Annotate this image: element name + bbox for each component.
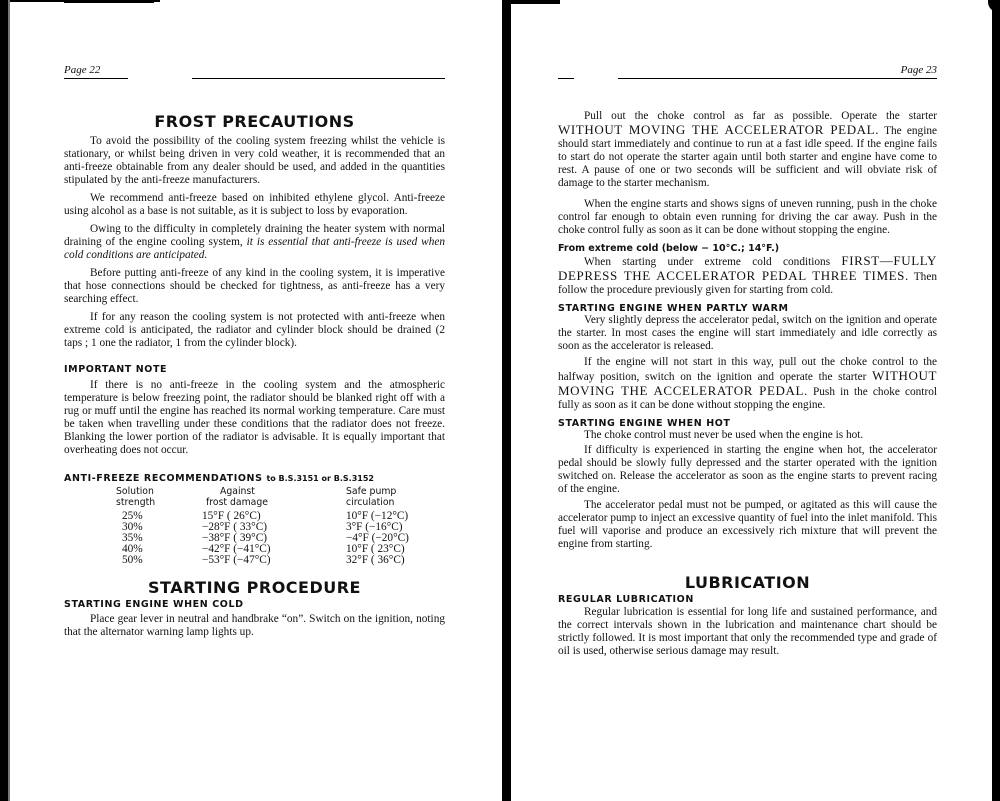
table-cell: 40% [122, 543, 143, 555]
header-rule [64, 78, 128, 79]
table-cell: −4°F (−20°C) [346, 532, 409, 544]
table-cell: 10°F ( 23°C) [346, 543, 405, 555]
page-header [64, 60, 445, 82]
paragraph: Very slightly depress the accelerator pedal, switch on the ignition and operate the starter. In most cases the engine will start immediately and idle correctly as soon as the accelerator is released. [558, 314, 937, 352]
table-cell: 30% [122, 521, 143, 533]
paragraph-text: Pull out the choke control as far as possible. Operate the starter [584, 110, 937, 122]
table-cell: 32°F ( 36°C) [346, 554, 405, 566]
book-spine [502, 0, 511, 801]
section-title: STARTING PROCEDURE [148, 578, 361, 597]
column-header: Safe pump circulation [346, 486, 397, 508]
paragraph: The accelerator pedal must not be pumped, or agitated as this will cause the accelerator pump to inject an excessive quantity of fuel into the inlet manifold. This fuel will vaporise and produce an excessively rich mixture that will prevent the engine from starting. [558, 499, 937, 550]
section-title: FROST PRECAUTIONS [154, 112, 355, 131]
paragraph-text: Owing to the difficulty in completely draining the heater system with normal draining of the engine cooling system, [64, 223, 445, 248]
paragraph: If difficulty is experienced in starting the engine when hot, the accelerator pedal should be slowly fully depressed and the starter operated with the ignition switched on. Release the accelerator as soon as the engine starts to prevent racing of the engine. [558, 444, 937, 495]
paragraph [558, 356, 937, 412]
table-cell: −28°F ( 33°C) [202, 521, 267, 533]
paragraph: Regular lubrication is essential for long life and sustained performance, and the correct intervals shown in the lubrication and maintenance chart should be strictly followed. It is most important that only the recommended type and grade of oil is used, otherwise serious damage may result. [558, 606, 937, 657]
subheading: REGULAR LUBRICATION [558, 594, 694, 605]
table-cell: 15°F ( 26°C) [202, 510, 261, 522]
table-cell: 35% [122, 532, 143, 544]
emphasis-text: it is essential that anti-freeze is used when cold conditions are anticipated. [64, 236, 445, 261]
scan-right-edge [992, 0, 1000, 801]
scan-left-edge [0, 0, 8, 801]
paragraph: Place gear lever in neutral and handbrake “on”. Switch on the ignition, noting that the alternator warning lamp lights up. [64, 613, 445, 638]
subheading: IMPORTANT NOTE [64, 364, 168, 375]
table-row [116, 508, 409, 522]
right-page [558, 60, 937, 658]
paragraph: If for any reason the cooling system is not protected with anti-freeze when extreme cold is anticipated, the radiator and cylinder block should be drained (2 taps ; 1 one the radiator, 1 from the cylinder block). [64, 311, 445, 349]
column-header: Solution strength [116, 486, 156, 508]
subheading: From extreme cold (below − 10°C.; 14°F.) [558, 243, 780, 254]
header-rule [618, 78, 937, 79]
table-cell: 50% [122, 554, 143, 566]
header-rule [558, 78, 574, 79]
anti-freeze-table [116, 486, 409, 566]
table-cell: −38°F ( 39°C) [202, 532, 267, 544]
table-heading [64, 473, 445, 484]
caps-warning: WITHOUT MOVING THE ACCELERATOR PEDAL. [558, 368, 937, 398]
paragraph [64, 223, 445, 262]
scan-top-edge [505, 0, 560, 4]
paragraph: When the engine starts and shows signs of uneven running, push in the choke control far enough to obtain even running for driving the car away. Push in the choke control fully as soon as it can be done without stopping the engine. [558, 198, 937, 236]
page-number: Page 23 [900, 64, 937, 76]
subheading: STARTING ENGINE WHEN COLD [64, 599, 244, 610]
scan-right-edge [988, 0, 1000, 12]
paragraph: We recommend anti-freeze based on inhibited ethylene glycol. Anti-freeze using alcohol as a base is not suitable, as it is subject to loss by evaporation. [64, 192, 445, 217]
subheading: STARTING ENGINE WHEN HOT [558, 418, 731, 429]
table-cell: 25% [122, 510, 143, 522]
table-row [116, 555, 409, 566]
section-title: LUBRICATION [684, 573, 811, 592]
table-cell: −42°F (−41°C) [202, 543, 271, 555]
paragraph [558, 254, 937, 297]
paragraph-text: When starting under extreme cold conditions [584, 256, 842, 268]
header-rule [192, 78, 445, 79]
paragraph: The choke control must never be used when the engine is hot. [584, 429, 864, 441]
column-header: Against frost damage [206, 486, 268, 508]
paragraph-text: Then follow the procedure previously given for starting from cold. [558, 271, 937, 296]
caps-warning: FIRST—FULLY DEPRESS THE ACCELERATOR PEDAL THREE TIMES. [558, 253, 937, 283]
table-cell: 10°F (−12°C) [346, 510, 409, 522]
table-header-row [116, 486, 409, 508]
table-cell: −53°F (−47°C) [202, 554, 271, 566]
paragraph-text: If the engine will not start in this way, pull out the choke control to the halfway position, switch on the ignition and operate the starter [558, 356, 937, 383]
paragraph-text: Push in the choke control fully as soon as it can be done without stopping the engine. [558, 386, 937, 411]
table-title: ANTI-FREEZE RECOMMENDATIONS [64, 473, 263, 484]
subheading: STARTING ENGINE WHEN PARTLY WARM [558, 303, 789, 314]
paragraph [558, 110, 937, 190]
paragraph: To avoid the possibility of the cooling system freezing whilst the vehicle is stationary, or whilst being driven in very cold weather, it is recommended that an anti-freeze obtainable from any dealer should be used, and added in the quantities stipulated by the anti-freeze manufacturers. [64, 135, 445, 186]
page-header [558, 60, 937, 82]
table-title-suffix: to B.S.3151 or B.S.3152 [266, 474, 374, 483]
scan-left-edge-shadow [8, 0, 10, 801]
paragraph: Before putting anti-freeze of any kind in the cooling system, it is imperative that hose connections should be checked for tightness, as anti-freeze has a very searching effect. [64, 267, 445, 305]
paragraph-text: The engine should start immediately and continue to run at a fast idle speed. If the engine fails to start do not operate the starter again until both starter and engine have come to rest. A pause of one or two seconds will be sufficient and will obviate risk of damage to the starter mechanism. [558, 125, 937, 189]
left-page [64, 60, 445, 639]
scan-top-edge [64, 0, 154, 3]
table-cell: 3°F (−16°C) [346, 521, 403, 533]
page-number: Page 22 [64, 64, 101, 76]
paragraph: If there is no anti-freeze in the cooling system and the atmospheric temperature is below freezing point, the radiator should be blanked right off with a rug or muff until the engine has reached its normal working temperature. Care must be taken when travelling under these conditions that the radiator does not freeze. Blanking the lower portion of the radiator is advisable. It is equally important that overheating does not occur. [64, 379, 445, 456]
caps-warning: WITHOUT MOVING THE ACCELERATOR PEDAL. [558, 122, 880, 137]
